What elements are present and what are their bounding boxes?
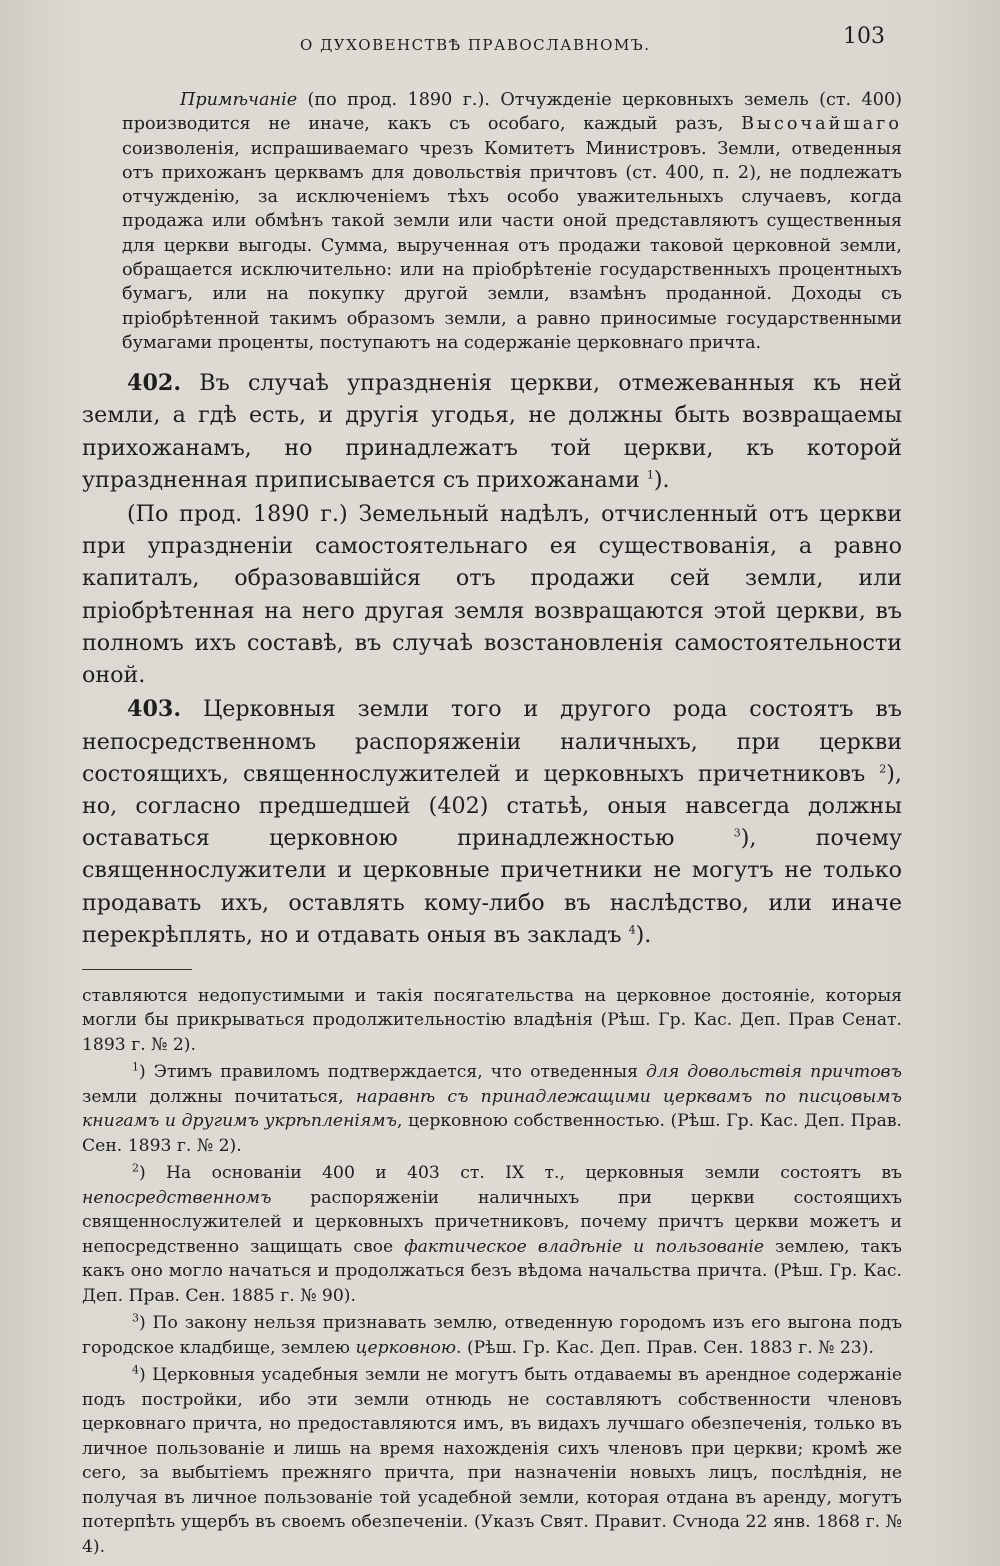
footnote-3-text-2: . (Рѣш. Гр. Кас. Деп. Прав. Сен. 1883 г. № 23).	[456, 1337, 874, 1358]
footnote-1	[82, 1060, 902, 1158]
footnote-2-mark: 2	[132, 1161, 139, 1175]
footnote-3-italic-1: церковною	[355, 1337, 457, 1358]
page-number: 103	[843, 24, 885, 49]
footnote-3-text-1: ) По закону нельзя признавать землю, отведенную городомъ изъ его выгона подъ городское кладбище, землею	[82, 1313, 902, 1358]
footnote-3	[82, 1311, 902, 1360]
footnote-2-italic-1: непосредственномъ	[82, 1187, 272, 1208]
article-402-number: 402.	[127, 370, 182, 397]
note-paragraph	[122, 88, 902, 355]
footnote-3-mark: 3	[132, 1311, 139, 1325]
footnote-ref-3: 3	[733, 826, 741, 840]
note-label: Примѣчаніе	[180, 90, 298, 110]
article-402	[82, 367, 902, 496]
footnote-2-text-1: ) На основаніи 400 и 403 ст. IX т., церковныя земли состоятъ въ	[139, 1163, 902, 1184]
footnote-ref-1: 1	[646, 468, 654, 482]
footnote-1-italic-2: наравнѣ съ принадлежащими церквамъ по писцовымъ книгамъ и другимъ укрѣпленіямъ	[82, 1086, 902, 1132]
article-402-text: Въ случаѣ упраздненія церкви, отмежеванныя къ ней земли, а гдѣ есть, и другія угодья, не должны быть возвращаемы прихожанамъ, но принадлежатъ той церкви, къ которой упраздненная приписывается съ прихожанами	[82, 370, 902, 493]
page-content	[82, 88, 902, 1562]
note-spaced-word: Высочайшаго	[741, 114, 902, 135]
note-text-2: соизволенія, испрашиваемаго чрезъ Комитетъ Министровъ. Земли, отведенныя отъ прихожанъ церквамъ для довольствія причтовъ (ст. 400, п. 2), не подлежатъ отчужденію, за исключеніемъ тѣхъ особо уважительныхъ случаевъ, когда продажа или обмѣнъ такой земли или части оной представляютъ существенныя для церкви выгоды. Сумма, вырученная отъ продажи таковой церковной земли, обращается исключительно: или на пріобрѣтеніе государственныхъ процентныхъ бумагъ, или на покупку другой земли, взамѣнъ проданной. Доходы съ пріобрѣтенной такимъ образомъ земли, а равно приносимые государственными бумагами проценты, поступаютъ на содержаніе церковнаго причта.	[122, 138, 902, 353]
note-text-1: (по прод. 1890 г.). Отчужденіе церковныхъ земель (ст. 400) производится не иначе, какъ съ особаго, каждый разъ,	[122, 90, 902, 135]
article-402-end: ).	[653, 466, 670, 493]
footnote-2-text-2: распоряженіи наличныхъ при церкви состоящихъ священнослужителей и церковныхъ причетниковъ, почему причтъ церкви можетъ и непосредственно защищать свое	[82, 1187, 902, 1257]
footnote-2-italic-2: фактическое владѣніе и пользованіе	[404, 1236, 764, 1257]
article-402-addition: (По прод. 1890 г.) Земельный надѣлъ, отчисленный отъ церкви при упраздненіи самостоятельнаго ея существованія, а равно капиталъ, образовавшійся отъ продажи сей земли, или пріобрѣтенная на него другая земля возвращаются этой церкви, въ полномъ ихъ составѣ, въ случаѣ возстановленія самостоятельности оной.	[82, 501, 902, 689]
footnote-4	[82, 1363, 902, 1559]
footnote-4-text-1: ) Церковныя усадебныя земли не могутъ быть отдаваемы въ арендное содержаніе подъ постройки, ибо эти земли отнюдь не составляютъ собственности членовъ церковнаго причта, но предоставляются имъ, въ видахъ лучшаго обезпеченія, только въ личное пользованіе и лишь на время нахожденія сихъ членовъ при церкви; кромѣ же сего, за выбытіемъ прежняго причта, при назначеніи новыхъ лицъ, послѣднія, не получая въ личное пользованіе той усадебной земли, которая отдана въ аренду, могутъ потерпѣть ущербъ въ своемъ обезпеченіи. (Указъ Свят. Правит. Сѵнода 22 янв. 1868 г. № 4).	[82, 1365, 902, 1557]
article-403-number: 403.	[127, 696, 182, 723]
article-403	[82, 693, 902, 951]
footnote-ref-2: 2	[879, 762, 887, 776]
footnote-1-italic-1: для довольствія причтовъ	[646, 1062, 903, 1083]
article-403-text-1: Церковныя земли того и другого рода состоятъ въ непосредственномъ распоряженіи наличныхъ, при церкви состоящихъ, священнослужителей и церковныхъ причетниковъ	[82, 696, 902, 787]
footnote-2	[82, 1161, 902, 1308]
article-403-text-3: ), почему священнослужители и церковные причетники не могутъ не только продавать ихъ, оставлять кому-либо въ наслѣдство, или иначе перекрѣплять, но и отдавать оныя въ закладъ	[82, 825, 902, 948]
footnote-1-mark: 1	[132, 1060, 139, 1074]
footnote-2-text-3: землею, такъ какъ оно могло начаться и продолжаться безъ вѣдома начальства причта. (Рѣш. Гр. Кас. Деп. Прав. Сен. 1885 г. № 90).	[82, 1236, 902, 1306]
footnote-1-text-3: , церковною собственностью. (Рѣш. Гр. Кас. Деп. Прав. Сен. 1893 г. № 2).	[82, 1111, 902, 1156]
footnote-1-text-2: земли должны почитаться,	[82, 1086, 356, 1107]
footnote-continuation: ставляются недопустимыми и такія посягательства на церковное достояніе, которыя могли бы прикрываться продолжительностію владѣнія (Рѣш. Гр. Кас. Деп. Прав Сенат. 1893 г. № 2).	[82, 985, 902, 1055]
footnote-4-mark: 4	[132, 1363, 139, 1377]
article-403-text-4: ).	[635, 921, 652, 948]
footnote-divider	[82, 969, 192, 970]
footnote-ref-4: 4	[628, 923, 636, 937]
running-title: О ДУХОВЕНСТВѢ ПРАВОСЛАВНОМЪ.	[300, 36, 651, 54]
footnote-1-text-1: ) Этимъ правиломъ подтверждается, что отведенныя	[139, 1062, 647, 1083]
article-403-text-2: ), но, согласно предшедшей (402) статьѣ, оныя навсегда должны оставаться церковною принадлежностью	[82, 760, 902, 852]
